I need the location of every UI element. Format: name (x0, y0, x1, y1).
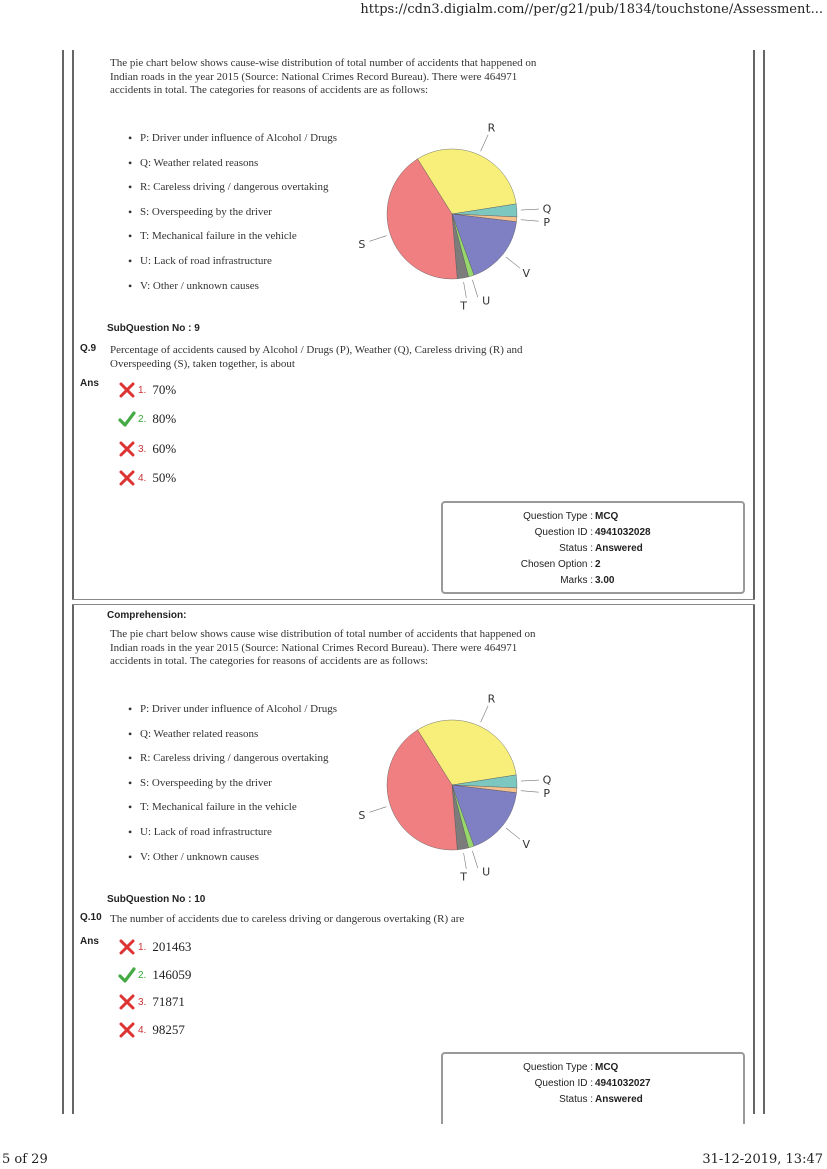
frame-left-outer (62, 50, 64, 1114)
info-label: Question ID : (534, 1078, 593, 1089)
answer-option-1[interactable] (118, 936, 191, 958)
page-counter: 5 of 29 (2, 1152, 48, 1167)
info-row-marks (443, 575, 743, 589)
wrong-cross-icon (118, 469, 136, 487)
option-text: 201463 (152, 939, 192, 954)
list-item: • V: Other / unknown causes (128, 851, 337, 876)
leader-line-S (369, 807, 386, 813)
frame-right-inner (753, 50, 755, 1114)
info-label: Chosen Option : (520, 559, 593, 570)
pie-label-Q: Q (542, 773, 552, 787)
info-row-chosen (443, 559, 743, 573)
answer-option-2[interactable] (118, 964, 191, 986)
answer-option-4[interactable] (118, 1019, 185, 1041)
leader-line-R (481, 135, 489, 151)
info-row-id (443, 527, 743, 541)
info-value: 2 (595, 559, 601, 570)
info-row-type (443, 511, 743, 525)
page-url: https://cdn3.digialm.com//per/g21/pub/1834/touchstone/Assessment... (360, 2, 823, 17)
wrong-cross-icon (118, 993, 136, 1011)
accident-pie-chart (360, 112, 560, 312)
frame-left-inner (72, 50, 74, 1114)
leader-line-P (521, 791, 539, 793)
comprehension-title: Comprehension: (107, 610, 187, 621)
list-item: • S: Overspeeding by the driver (128, 206, 337, 231)
frame-right-outer (763, 50, 765, 1114)
pie-label-V: V (522, 838, 531, 852)
info-value: 4941032028 (595, 527, 651, 538)
list-item: • P: Driver under influence of Alcohol / Drugs (128, 703, 337, 728)
list-item: • R: Careless driving / dangerous overtaking (128, 752, 337, 777)
accident-pie-chart (360, 683, 560, 883)
list-item: • U: Lack of road infrastructure (128, 255, 337, 280)
leader-line-T (464, 853, 467, 869)
wrong-cross-icon (118, 1021, 136, 1039)
leader-line-S (369, 236, 386, 242)
info-value: 3.00 (595, 575, 615, 586)
info-row-status (443, 1094, 743, 1108)
pie-label-V: V (522, 267, 531, 281)
option-text: 98257 (152, 1022, 185, 1037)
question-info-box (441, 501, 745, 594)
leader-line-V (506, 257, 520, 268)
list-item: • Q: Weather related reasons (128, 728, 337, 753)
question-text: Percentage of accidents caused by Alcohol / Drugs (P), Weather (Q), Careless driving (R) and Overspeeding (S), taken together, is about (110, 344, 523, 370)
list-item: • T: Mechanical failure in the vehicle (128, 230, 337, 255)
option-number: 4. (138, 472, 147, 484)
pie-label-T: T (460, 870, 467, 884)
list-item: • U: Lack of road infrastructure (128, 826, 337, 851)
wrong-cross-icon (118, 381, 136, 399)
info-row-id (443, 1078, 743, 1092)
leader-line-Q (521, 209, 539, 210)
info-label: Question Type : (523, 1062, 593, 1073)
wrong-cross-icon (118, 440, 136, 458)
print-datetime: 31-12-2019, 13:47 (702, 1152, 823, 1167)
info-label: Question ID : (534, 527, 593, 538)
list-item: • P: Driver under influence of Alcohol / Drugs (128, 132, 337, 157)
question-number: Q.9 (80, 343, 97, 354)
wrong-cross-icon (118, 938, 136, 956)
option-number: 1. (138, 384, 147, 396)
info-label: Status : (559, 543, 593, 554)
option-text: 60% (152, 441, 177, 456)
leader-line-V (506, 828, 520, 839)
leader-line-P (521, 220, 539, 222)
option-number: 1. (138, 941, 147, 953)
info-value: MCQ (595, 1062, 619, 1073)
option-number: 2. (138, 969, 147, 981)
option-text: 71871 (152, 994, 185, 1009)
answer-option-4[interactable] (118, 467, 176, 489)
correct-check-icon (118, 966, 136, 984)
pie-label-S: S (358, 237, 366, 251)
info-label: Status : (559, 1094, 593, 1105)
pie-label-T: T (460, 299, 467, 313)
leader-line-U (472, 851, 477, 868)
info-value: Answered (595, 1094, 643, 1105)
pie-label-Q: Q (542, 202, 552, 216)
answer-option-1[interactable] (118, 379, 176, 401)
reason-list (128, 703, 337, 875)
list-item: • S: Overspeeding by the driver (128, 777, 337, 802)
list-item: • V: Other / unknown causes (128, 280, 337, 305)
pie-label-R: R (487, 121, 496, 135)
subquestion-number: SubQuestion No : 10 (107, 894, 206, 905)
answer-option-2[interactable] (118, 408, 176, 430)
list-item: • T: Mechanical failure in the vehicle (128, 801, 337, 826)
pie-label-P: P (543, 786, 551, 800)
pie-label-P: P (543, 215, 551, 229)
pie-label-U: U (482, 294, 491, 308)
info-value: 4941032027 (595, 1078, 651, 1089)
info-row-type (443, 1062, 743, 1076)
correct-check-icon (118, 410, 136, 428)
list-item: • Q: Weather related reasons (128, 157, 337, 182)
answer-label: Ans (80, 936, 99, 947)
comprehension-paragraph: The pie chart below shows cause-wise distribution of total number of accidents that happened on Indian roads in the year 2015 (Source: National Crimes Record Bureau). There were 464971 accidents in total. The categories for reasons of accidents are as follows: (110, 57, 537, 96)
leader-line-U (472, 280, 477, 297)
list-item: • R: Careless driving / dangerous overtaking (128, 181, 337, 206)
option-number: 3. (138, 996, 147, 1008)
info-value: MCQ (595, 511, 619, 522)
answer-option-3[interactable] (118, 438, 176, 460)
option-number: 3. (138, 443, 147, 455)
option-text: 80% (152, 411, 177, 426)
reason-list (128, 132, 337, 304)
question-number: Q.10 (80, 912, 102, 923)
option-text: 70% (152, 382, 177, 397)
option-text: 146059 (152, 967, 192, 982)
option-number: 2. (138, 413, 147, 425)
pie-label-S: S (358, 808, 366, 822)
leader-line-Q (521, 780, 539, 781)
info-label: Marks : (560, 575, 593, 586)
info-value: Answered (595, 543, 643, 554)
answer-label: Ans (80, 378, 99, 389)
leader-line-R (481, 706, 489, 722)
option-number: 4. (138, 1024, 147, 1036)
info-row-status (443, 543, 743, 557)
leader-line-T (464, 282, 467, 298)
option-text: 50% (152, 470, 177, 485)
block-separator (72, 599, 755, 605)
pie-label-U: U (482, 865, 491, 879)
answer-option-3[interactable] (118, 991, 185, 1013)
question-info-box (441, 1052, 745, 1124)
question-text: The number of accidents due to careless driving or dangerous overtaking (R) are (110, 913, 465, 925)
pie-label-R: R (487, 692, 496, 706)
info-label: Question Type : (523, 511, 593, 522)
comprehension-paragraph: The pie chart below shows cause wise distribution of total number of accidents that happened on Indian roads in the year 2015 (Source: National Crimes Record Bureau). There were 464971 accidents in total. The categories for reasons of accidents are as follows: (110, 628, 536, 667)
subquestion-number: SubQuestion No : 9 (107, 323, 200, 334)
